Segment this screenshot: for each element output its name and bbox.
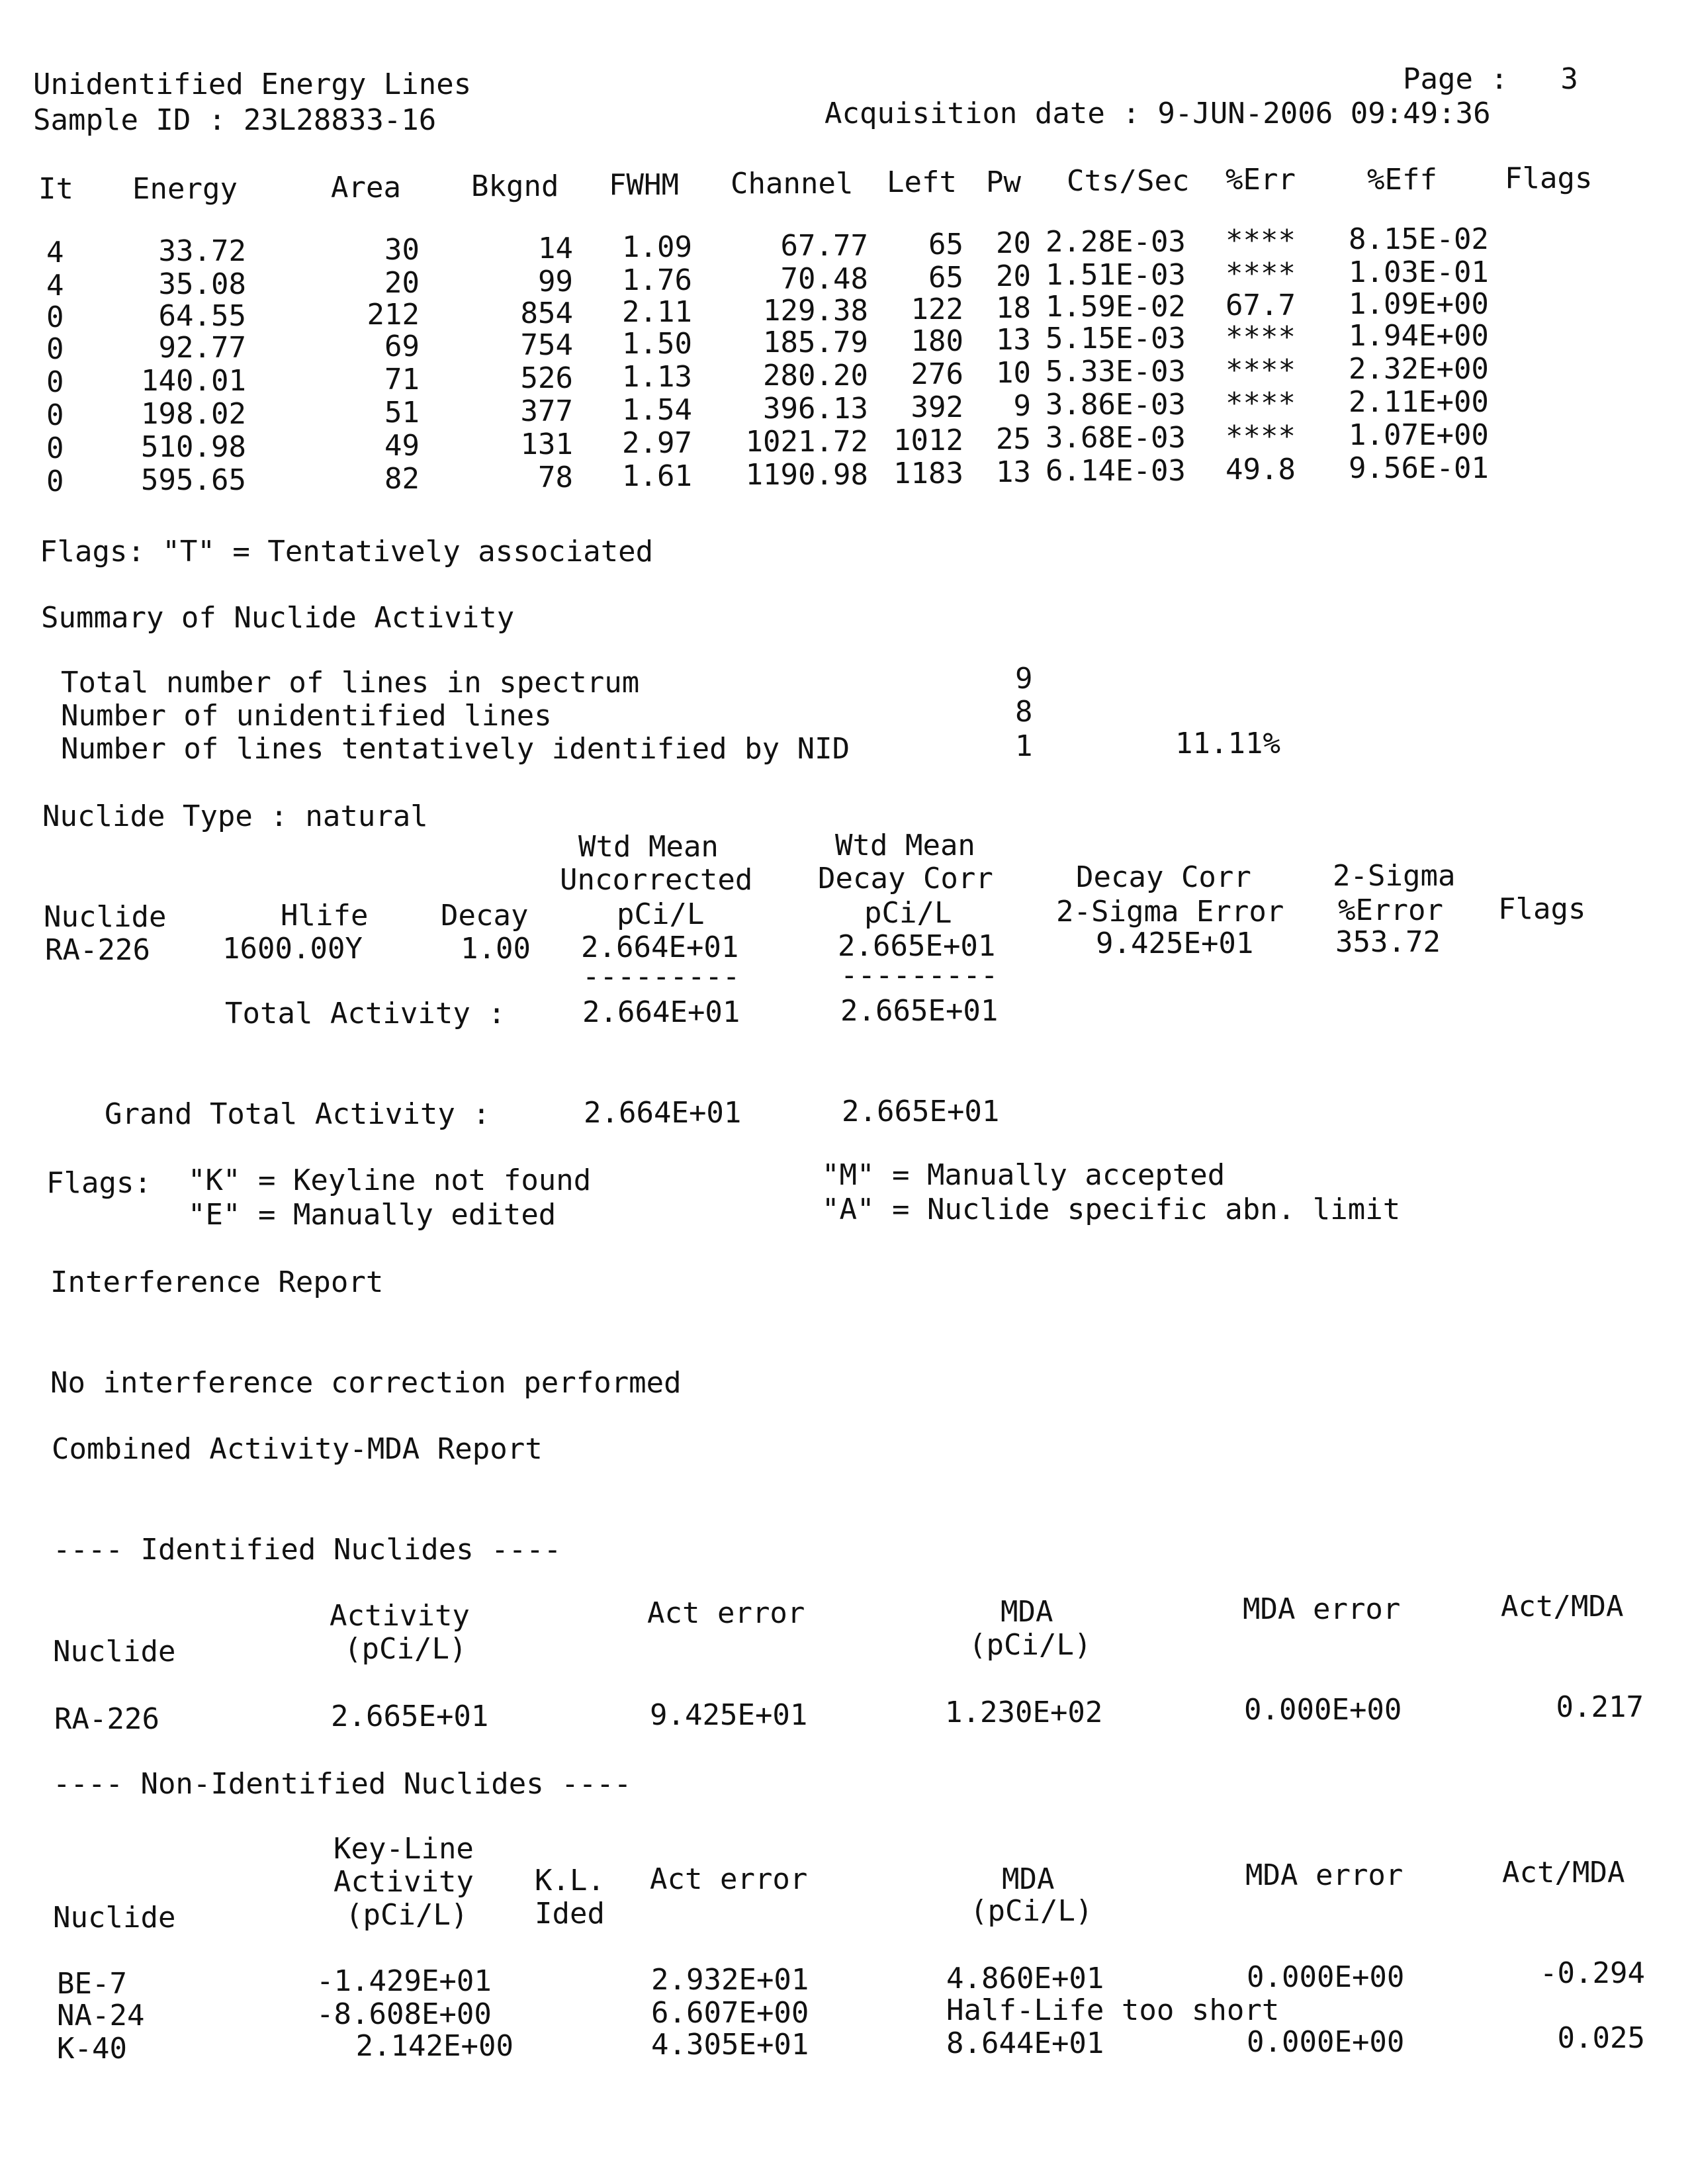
cell-fwhm: 1.54	[622, 393, 692, 427]
cell-fwhm: 2.97	[622, 426, 692, 460]
cell-channel: 1021.72	[745, 425, 868, 459]
col-header: MDA error	[1243, 1592, 1401, 1626]
flags-note: Flags: "T" = Tentatively associated	[40, 535, 654, 569]
grand-decay-corr: 2.665E+01	[842, 1095, 1000, 1128]
cell-it: 0	[46, 432, 64, 465]
flag-e: "E" = Manually edited	[188, 1198, 557, 1232]
interference-message: No interference correction performed	[50, 1366, 682, 1400]
decay-corr-value: 2.665E+01	[838, 929, 996, 963]
col-header: Decay	[441, 899, 529, 933]
col-header: Act/MDA	[1502, 1856, 1625, 1889]
act-error-value: 4.305E+01	[651, 2028, 809, 2062]
summary-title: Summary of Nuclide Activity	[41, 601, 515, 635]
cell-bkgnd: 526	[520, 361, 573, 395]
col-header: Energy	[132, 172, 238, 206]
mda-error-value: 0.000E+00	[1244, 1693, 1402, 1727]
col-header: Wtd Mean	[578, 830, 719, 864]
cell-bkgnd: 78	[538, 461, 573, 494]
dash-separator: ---------	[840, 958, 999, 992]
col-header: MDA error	[1245, 1858, 1404, 1892]
cell-bkgnd: 754	[520, 328, 573, 362]
flags-legend-prefix: Flags:	[46, 1166, 152, 1200]
cell-left: 122	[911, 293, 963, 326]
nuclide-name: RA-226	[45, 933, 150, 967]
act-error-value: 2.932E+01	[651, 1963, 809, 1997]
unidentified-value: 8	[1015, 695, 1033, 729]
total-uncorrected: 2.664E+01	[582, 995, 740, 1029]
col-header: Activity	[330, 1599, 470, 1633]
pct-error-value: 353.72	[1335, 925, 1441, 959]
cell-energy: 92.77	[158, 331, 246, 365]
cell-cts-sec: 5.33E-03	[1046, 355, 1186, 388]
col-header: MDA	[1001, 1595, 1053, 1629]
cell-it: 0	[46, 398, 64, 432]
cell-fwhm: 1.61	[622, 459, 692, 493]
col-header: Pw	[986, 165, 1021, 199]
cell-it: 0	[46, 300, 64, 334]
cell-left: 1183	[893, 457, 963, 490]
col-header: It	[38, 172, 73, 206]
col-header: %Eff	[1367, 163, 1437, 197]
cell-pct-err: 49.8	[1226, 453, 1296, 486]
cell-area: 20	[384, 266, 420, 300]
cell-bkgnd: 377	[520, 394, 573, 428]
nuclide-type: Nuclide Type : natural	[42, 799, 428, 833]
identified-title: ---- Identified Nuclides ----	[53, 1533, 562, 1567]
act-mda-value: 0.217	[1556, 1690, 1644, 1724]
cell-bkgnd: 131	[520, 428, 573, 461]
col-header: Left	[887, 165, 957, 199]
act-error-value: 6.607E+00	[651, 1996, 809, 2030]
mda-value: 8.644E+01	[946, 2026, 1104, 2060]
col-header: 2-Sigma Error	[1056, 895, 1284, 929]
cell-bkgnd: 14	[538, 232, 573, 265]
cell-cts-sec: 5.15E-03	[1046, 322, 1186, 355]
dash-separator: ---------	[582, 960, 740, 993]
cell-it: 0	[46, 465, 64, 498]
total-lines-label: Total number of lines in spectrum	[61, 666, 640, 700]
activity-value: 2.142E+00	[355, 2029, 513, 2063]
act-mda-value: -0.294	[1540, 1956, 1645, 1990]
cell-pct-err: ****	[1226, 224, 1296, 257]
activity-value: 2.665E+01	[331, 1700, 489, 1733]
col-header: pCi/L	[864, 896, 952, 930]
cell-pct-err: 67.7	[1226, 289, 1296, 322]
cell-pct-eff: 2.11E+00	[1349, 385, 1489, 419]
mda-value: 1.230E+02	[945, 1696, 1103, 1729]
col-header: Nuclide	[53, 1901, 176, 1934]
col-header: %Error	[1338, 893, 1443, 927]
sample-id: Sample ID : 23L28833-16	[33, 103, 437, 137]
cell-pct-eff: 1.94E+00	[1349, 319, 1489, 353]
combined-title: Combined Activity-MDA Report	[52, 1432, 543, 1466]
col-header: Act/MDA	[1501, 1590, 1624, 1623]
col-header: 2-Sigma	[1333, 859, 1456, 893]
cell-pct-eff: 8.15E-02	[1349, 222, 1489, 256]
cell-channel: 185.79	[763, 326, 868, 359]
cell-it: 0	[46, 365, 64, 399]
nuclide-name: NA-24	[57, 1999, 145, 2032]
cell-cts-sec: 3.68E-03	[1046, 421, 1186, 455]
activity-value: -8.608E+00	[316, 1997, 492, 2031]
flag-m: "M" = Manually accepted	[822, 1158, 1226, 1192]
cell-pw: 13	[996, 455, 1031, 489]
cell-fwhm: 2.11	[622, 295, 692, 329]
cell-it: 4	[46, 236, 64, 269]
grand-total-label: Grand Total Activity :	[105, 1097, 490, 1131]
cell-it: 0	[46, 332, 64, 366]
report-title: Unidentified Energy Lines	[33, 68, 472, 101]
col-header: (pCi/L)	[345, 1898, 468, 1932]
col-header: Flags	[1505, 161, 1593, 195]
cell-pct-err: ****	[1226, 387, 1296, 420]
grand-uncorrected: 2.664E+01	[584, 1096, 742, 1130]
col-header: (pCi/L)	[969, 1628, 1092, 1662]
sigma-error-value: 9.425E+01	[1096, 927, 1254, 960]
cell-cts-sec: 3.86E-03	[1046, 388, 1186, 422]
act-error-value: 9.425E+01	[650, 1698, 808, 1732]
cell-left: 276	[911, 357, 963, 391]
activity-value: -1.429E+01	[316, 1964, 492, 1998]
cell-pct-err: ****	[1226, 320, 1296, 354]
half-life: 1600.00Y	[222, 932, 363, 966]
tentative-label: Number of lines tentatively identified by NID	[61, 732, 850, 766]
col-header: MDA	[1002, 1862, 1055, 1896]
tentative-value: 1	[1015, 729, 1033, 763]
cell-area: 30	[384, 233, 420, 267]
tentative-percent: 11.11%	[1175, 727, 1280, 760]
cell-area: 212	[367, 298, 420, 332]
cell-pct-err: ****	[1226, 420, 1296, 453]
total-activity-label: Total Activity :	[225, 997, 506, 1030]
flag-k: "K" = Keyline not found	[188, 1163, 592, 1197]
col-header: FWHM	[609, 168, 679, 202]
col-header: (pCi/L)	[970, 1894, 1093, 1928]
cell-pct-eff: 2.32E+00	[1349, 352, 1489, 386]
col-header: Act error	[650, 1862, 808, 1896]
cell-pw: 13	[996, 323, 1031, 357]
cell-energy: 198.02	[141, 397, 246, 431]
cell-left: 180	[911, 324, 963, 358]
cell-pw: 25	[996, 422, 1031, 456]
mda-error-value: 0.000E+00	[1247, 1960, 1405, 1994]
cell-energy: 35.08	[158, 267, 246, 301]
cell-left: 65	[928, 261, 963, 295]
col-header: pCi/L	[617, 897, 705, 931]
cell-channel: 67.77	[780, 229, 868, 263]
non-identified-title: ---- Non-Identified Nuclides ----	[53, 1767, 632, 1801]
col-header: Nuclide	[53, 1635, 176, 1668]
cell-pw: 20	[996, 259, 1031, 293]
cell-area: 49	[384, 429, 420, 463]
cell-bkgnd: 99	[538, 265, 573, 298]
col-header: Nuclide	[44, 900, 167, 934]
cell-pw: 10	[996, 356, 1031, 390]
cell-it: 4	[46, 269, 64, 302]
col-header: %Err	[1226, 163, 1296, 197]
interference-title: Interference Report	[50, 1265, 384, 1299]
col-header: Activity	[334, 1865, 474, 1899]
col-header: Wtd Mean	[835, 829, 975, 862]
cell-cts-sec: 2.28E-03	[1046, 225, 1186, 259]
col-header: Hlife	[281, 899, 369, 933]
cell-left: 1012	[893, 424, 963, 457]
cell-energy: 595.65	[141, 463, 246, 497]
nuclide-name: RA-226	[54, 1702, 159, 1736]
col-header: Flags	[1498, 892, 1586, 926]
cell-pct-eff: 1.07E+00	[1349, 418, 1489, 452]
page-number: Page : 3	[1403, 62, 1578, 96]
nuclide-name: K-40	[57, 2032, 127, 2066]
cell-left: 65	[928, 228, 963, 261]
cell-area: 69	[384, 330, 420, 363]
flag-a: "A" = Nuclide specific abn. limit	[822, 1193, 1401, 1226]
col-header: Bkgnd	[471, 169, 559, 203]
col-header: Act error	[647, 1596, 805, 1630]
col-header: Uncorrected	[560, 863, 753, 897]
col-header: Ided	[535, 1897, 605, 1931]
cell-channel: 70.48	[780, 262, 868, 296]
cell-channel: 280.20	[763, 359, 868, 392]
cell-energy: 140.01	[141, 364, 246, 398]
cell-energy: 64.55	[158, 299, 246, 333]
col-header: Area	[331, 171, 401, 205]
cell-cts-sec: 6.14E-03	[1046, 454, 1186, 488]
cell-pw: 9	[1013, 389, 1031, 423]
col-header: Decay Corr	[818, 862, 993, 895]
half-life-note: Half-Life too short	[946, 1993, 1280, 2027]
col-header: Channel	[731, 167, 854, 201]
cell-pct-eff: 1.03E-01	[1349, 255, 1489, 289]
col-header: Decay Corr	[1076, 860, 1251, 894]
cell-left: 392	[911, 390, 963, 424]
acquisition-date: Acquisition date : 9-JUN-2006 09:49:36	[825, 97, 1491, 130]
cell-pw: 18	[996, 291, 1031, 325]
col-header: (pCi/L)	[344, 1632, 467, 1666]
nuclide-name: BE-7	[57, 1967, 127, 2001]
mda-value: 4.860E+01	[946, 1962, 1104, 1995]
cell-fwhm: 1.09	[622, 230, 692, 264]
cell-channel: 1190.98	[745, 458, 868, 492]
total-lines-value: 9	[1015, 662, 1033, 696]
cell-pct-eff: 1.09E+00	[1349, 287, 1489, 321]
act-mda-value: 0.025	[1557, 2021, 1645, 2055]
cell-cts-sec: 1.51E-03	[1046, 258, 1186, 292]
cell-area: 82	[384, 462, 420, 496]
total-decay-corr: 2.665E+01	[840, 994, 999, 1028]
cell-fwhm: 1.50	[622, 327, 692, 361]
uncorrected-value: 2.664E+01	[581, 931, 739, 964]
cell-channel: 396.13	[763, 392, 868, 426]
decay: 1.00	[461, 932, 531, 966]
cell-area: 51	[384, 396, 420, 430]
cell-pct-eff: 9.56E-01	[1349, 451, 1489, 485]
col-header: Key-Line	[334, 1832, 474, 1866]
cell-pct-err: ****	[1226, 353, 1296, 387]
cell-energy: 33.72	[158, 234, 246, 268]
unidentified-label: Number of unidentified lines	[61, 699, 552, 733]
col-header: Cts/Sec	[1067, 164, 1190, 198]
cell-bkgnd: 854	[520, 296, 573, 330]
cell-channel: 129.38	[763, 294, 868, 328]
cell-fwhm: 1.76	[622, 263, 692, 297]
cell-pct-err: ****	[1226, 257, 1296, 291]
col-header: K.L.	[535, 1864, 605, 1897]
cell-cts-sec: 1.59E-02	[1046, 290, 1186, 324]
cell-pw: 20	[996, 226, 1031, 260]
mda-error-value: 0.000E+00	[1247, 2025, 1405, 2059]
cell-area: 71	[384, 363, 420, 396]
cell-energy: 510.98	[141, 430, 246, 464]
cell-fwhm: 1.13	[622, 360, 692, 394]
